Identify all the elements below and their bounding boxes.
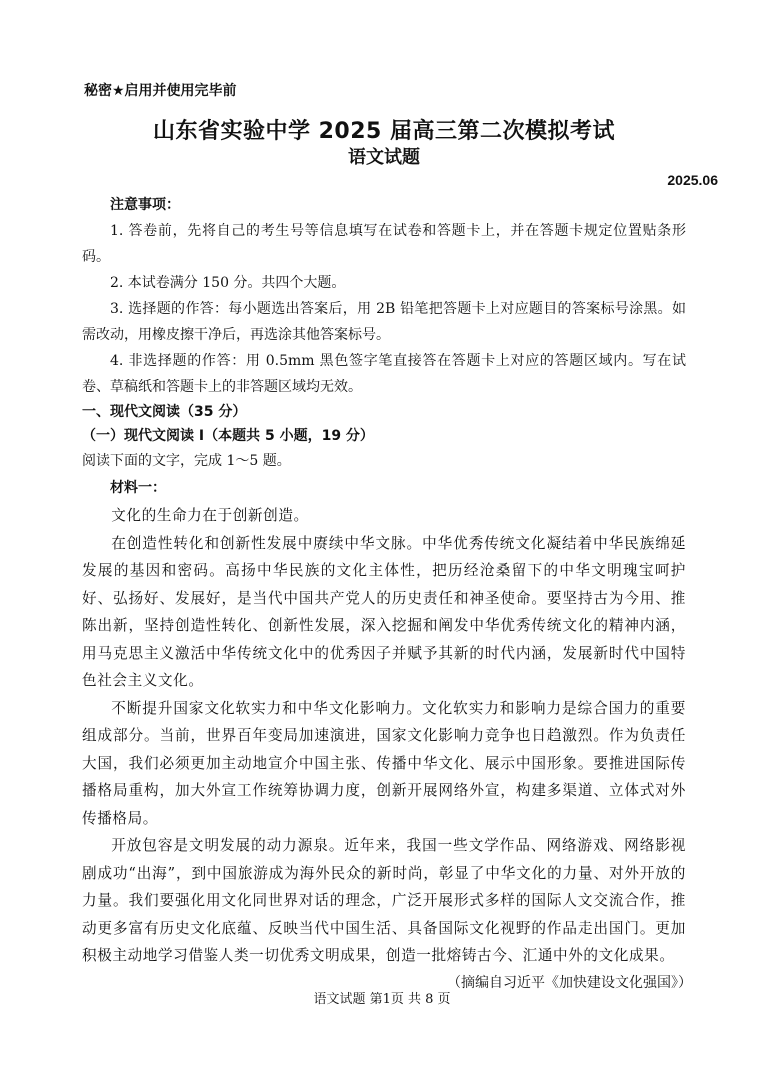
material-paragraph-3: 不断提升国家文化软实力和中华文化影响力。文化软实力和影响力是综合国力的重要组成部分。当前，世界百年变局加速演进，国家文化影响力竞争也日趋激烈。作为负责任大国，我们必须更加主动地宣介中国主张、传播中华文化、展示中国形象。要推进国际传播格局重构，加大外宣工作统筹协调力度，创新开展网络外宣，构建多渠道、立体式对外传播格局。 [82, 699, 686, 827]
exam-subtitle: 语文试题 [348, 147, 420, 168]
material-source: （摘编自习近平《加快建设文化强国》） [447, 974, 692, 991]
notice-item-1: 1. 答卷前，先将自己的考生号等信息填写在试卷和答题卡上，并在答题卡规定位置贴条形码。 [82, 223, 686, 265]
exam-date: 2025.06 [667, 172, 718, 188]
part-title: 一、现代文阅读（35 分） [82, 404, 247, 420]
material-paragraph-4: 开放包容是文明发展的动力源泉。近年来，我国一些文学作品、网络游戏、网络影视剧成功“出海”，到中国旅游成为海外民众的新时尚，彰显了中华文化的力量、对外开放的力量。我们要强化用文化同世界对话的理念，广泛开展形式多样的国际人文交流合作，推动更多富有历史文化底蕴、反映当代中国生活、具备国际文化视野的作品走出国门。更加积极主动地学习借鉴人类一切优秀文明成果，创造一批熔铸古今、汇通中外的文化成果。 [82, 837, 686, 964]
material-label: 材料一： [110, 480, 166, 496]
exam-title: 山东省实验中学 2025 届高三第二次模拟考试 [152, 119, 616, 144]
reading-instruction: 阅读下面的文字，完成 1～5 题。 [82, 453, 291, 469]
material-paragraph-2: 在创造性转化和创新性发展中赓续中华文脉。中华优秀传统文化凝结着中华民族绵延发展的基因和密码。高扬中华民族的文化主体性，把历经沧桑留下的中华文明瑰宝呵护好、弘扬好、发展好，是当代中国共产党人的历史责任和神圣使命。要坚持古为今用、推陈出新，坚持创造性转化、创新性发展，深入挖掘和阐发中华优秀传统文化的精神内涵，用马克思主义激活中华传统文化中的优秀因子并赋予其新的时代内涵，发展新时代中国特色社会主义文化。 [82, 534, 686, 689]
sub-section-title: （一）现代文阅读 I（本题共 5 小题，19 分） [82, 428, 374, 444]
notice-item-3: 3. 选择题的作答：每小题选出答案后，用 2B 铅笔把答题卡上对应题目的答案标号涂黑。如需改动，用橡皮擦干净后，再选涂其他答案标号。 [82, 301, 686, 343]
notice-item-4: 4. 非选择题的作答：用 0.5mm 黑色签字笔直接答在答题卡上对应的答题区域内。写在试卷、草稿纸和答题卡上的非答题区域均无效。 [82, 353, 686, 395]
notice-item-2: 2. 本试卷满分 150 分。共四个大题。 [110, 275, 346, 291]
material-paragraph-1: 文化的生命力在于创新创造。 [111, 507, 309, 524]
notice-heading: 注意事项： [110, 197, 180, 213]
page-footer: 语文试题 第1页 共 8 页 [313, 992, 451, 1007]
confidential-label: 秘密★启用并使用完毕前 [84, 83, 237, 99]
